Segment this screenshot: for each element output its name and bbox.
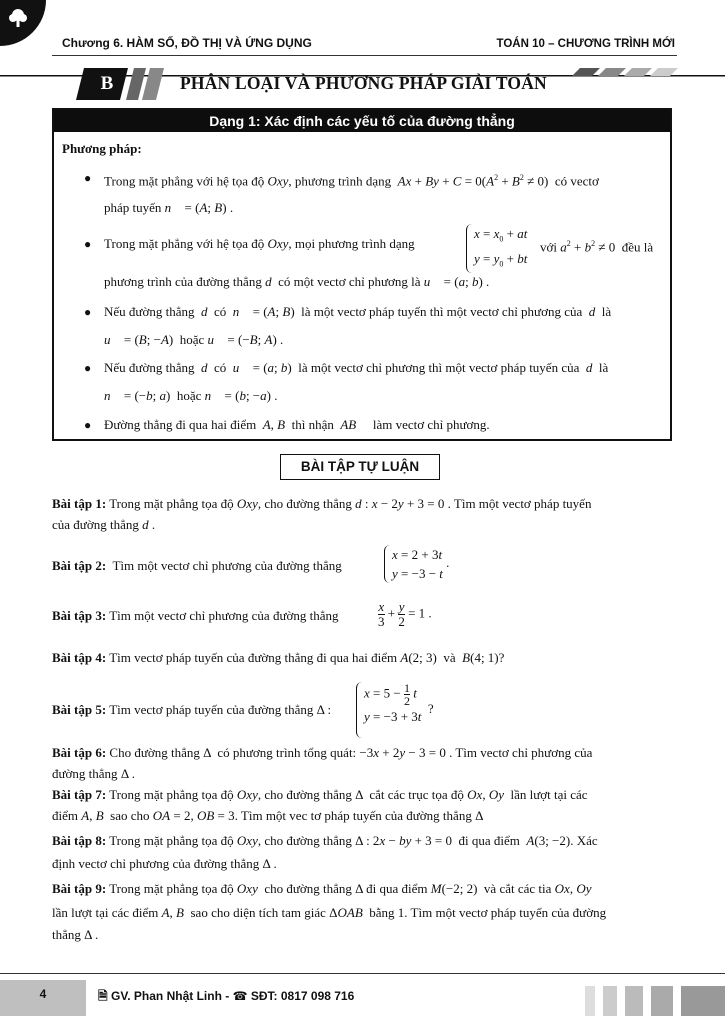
- bullet-icon: ●: [84, 305, 92, 319]
- exercise-2-system: x = 2 + 3t y = −3 − t .: [384, 545, 449, 583]
- footer-divider: [0, 973, 725, 974]
- bullet-3-line-2: u⃗ = (B; −A) hoặc u⃗ = (−B; A) .: [104, 332, 284, 347]
- exercise-7-line-1: Bài tập 7: Trong mặt phẳng tọa độ Oxy, cho đường thẳng Δ cắt các trục tọa độ Ox, Oy lần lượt tại các: [52, 787, 588, 802]
- section-title: PHÂN LOẠI VÀ PHƯƠNG PHÁP GIẢI TOÁN: [180, 73, 547, 93]
- exercise-9-line-3: thẳng Δ .: [52, 927, 99, 942]
- bullet-1-line-1: Trong mặt phẳng với hệ tọa độ Oxy, phương trình dạng $Ax + By + C = 0(A^2 + B^2 \ne 0)$ có vectơ: [104, 173, 599, 189]
- tree-icon: [6, 6, 30, 30]
- exercise-3: Bài tập 3: Tìm một vectơ chỉ phương của đường thẳng: [52, 608, 339, 623]
- course-title: TOÁN 10 – CHƯƠNG TRÌNH MỚI: [496, 38, 675, 50]
- exercise-3-equation: $\frac{x}{3}$ + $\frac{y}{2}$ = 1 .: [378, 599, 432, 629]
- exercise-heading: BÀI TẬP TỰ LUẬN: [280, 454, 440, 480]
- exercise-8-line-2: định vectơ chỉ phương của đường thẳng Δ .: [52, 856, 277, 871]
- bullet-3-line-1: Nếu đường thẳng d có n⃗ = (A; B) là một vectơ pháp tuyến thì một vectơ chỉ phương của d là: [104, 304, 612, 319]
- bullet-5-line-1: Đường thẳng đi qua hai điểm A, B thì nhận AB⃗ làm vectơ chỉ phương.: [104, 417, 490, 432]
- bullet-2-line-1: Trong mặt phẳng với hệ tọa độ Oxy, mọi phương trình dạng: [104, 236, 415, 251]
- footer-author: 🗎 GV. Phan Nhật Linh - ☎ SĐT: 0817 098 716: [98, 989, 355, 1003]
- exercise-5-system: x = 5 − 1 2 t y = −3 + 3t ?: [356, 682, 434, 738]
- exercise-6-line-2: đường thẳng Δ .: [52, 766, 135, 781]
- exercise-2: Bài tập 2: Tìm một vectơ chỉ phương của đường thẳng: [52, 558, 342, 573]
- bullet-icon: ●: [84, 418, 92, 432]
- section-letter: B: [100, 73, 114, 94]
- bullet-4-line-1: Nếu đường thẳng d có u⃗ = (a; b) là một vectơ chỉ phương thì một vectơ pháp tuyến của d là: [104, 360, 609, 375]
- exercise-1-line-2: của đường thẳng d .: [52, 517, 156, 532]
- document-icon: 🗎: [98, 989, 108, 1003]
- exercise-4: Bài tập 4: Tìm vectơ pháp tuyến của đường thẳng đi qua hai điểm A(2; 3) và B(4; 1)?: [52, 650, 505, 665]
- page-number: 4: [39, 987, 47, 1001]
- bullet-4-line-2: n⃗ = (−b; a) hoặc n⃗ = (b; −a) .: [104, 388, 278, 403]
- bullet-icon: ●: [84, 237, 92, 251]
- chapter-title: Chương 6. HÀM SỐ, ĐỒ THỊ VÀ ỨNG DỤNG: [62, 36, 312, 50]
- corner-badge: [0, 0, 46, 46]
- exercise-5: Bài tập 5: Tìm vectơ pháp tuyến của đường thẳng Δ :: [52, 702, 332, 717]
- bullet-icon: ●: [84, 171, 92, 185]
- param-system: $x = x_0$ + at $y = y_0$ + bt: [466, 224, 527, 273]
- method-box-heading: Dạng 1: Xác định các yếu tố của đường thẳng: [54, 110, 670, 132]
- exercise-6-line-1: Bài tập 6: Cho đường thẳng Δ có phương trình tổng quát: −3x + 2y − 3 = 0 . Tìm vectơ chỉ phương của: [52, 745, 593, 760]
- header-divider: [52, 55, 677, 56]
- footer-decoration: [585, 980, 725, 1016]
- phone-icon: ☎: [232, 989, 248, 1003]
- method-box: [52, 108, 672, 441]
- exercise-7-line-2: điểm A, B sao cho OA = 2, OB = 3. Tìm một vec tơ pháp tuyến của đường thẳng Δ: [52, 808, 484, 823]
- bullet-1-line-2: pháp tuyến n⃗ = (A; B) .: [104, 200, 234, 215]
- exercise-9-line-2: lần lượt tại các điểm A, B sao cho diện tích tam giác ΔOAB bằng 1. Tìm một vectơ pháp tuyến của đường: [52, 905, 607, 920]
- exercise-1-line-1: Bài tập 1: Trong mặt phẳng tọa độ Oxy, cho đường thẳng d : x − 2y + 3 = 0 . Tìm một vectơ pháp tuyến: [52, 496, 592, 511]
- method-label: Phương pháp:: [62, 141, 142, 156]
- exercise-9-line-1: Bài tập 9: Trong mặt phẳng tọa độ Oxy cho đường thẳng Δ đi qua điểm M(−2; 2) và cắt các tia Ox, Oy: [52, 881, 592, 896]
- bullet-2-line-2: phương trình của đường thẳng d có một vectơ chỉ phương là u⃗ = (a; b) .: [104, 274, 490, 289]
- bullet-2-condition: với $a^2 + b^2 \ne 0$ đều là: [540, 239, 654, 255]
- bullet-icon: ●: [84, 361, 92, 375]
- exercise-8-line-1: Bài tập 8: Trong mặt phẳng tọa độ Oxy, cho đường thẳng Δ : 2x − by + 3 = 0 đi qua điểm A(3; −2). Xác: [52, 833, 598, 848]
